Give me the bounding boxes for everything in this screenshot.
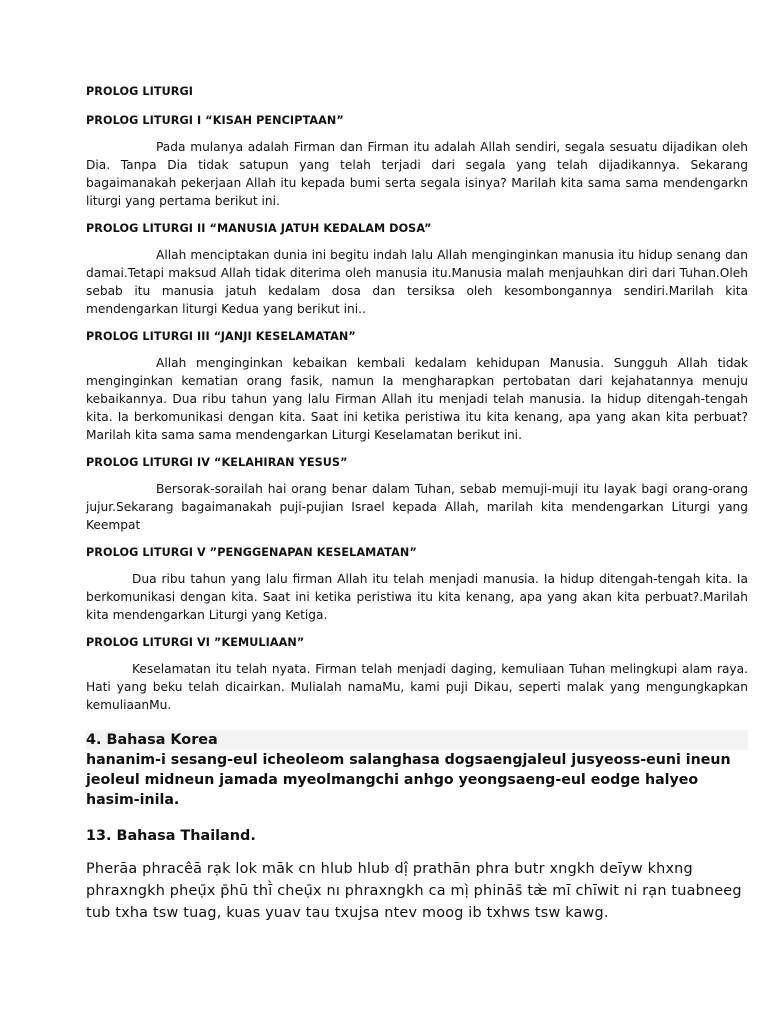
section-text-3: Allah menginginkan kebaikan kembali kedalam kehidupan Manusia. Sungguh Allah tidak menginginkan kematian orang fasik, namun Ia mengharapkan pertobatan dari kejahatannya menuju kebaikannya. Dua ribu tahun yang lalu Firman Allah itu menjadi telah manusia. Ia hidup ditengah-tengah kita. Ia berkomunikasi dengan kita. Saat ini ketika peristiwa itu kita kenang, apa yang akan kita perbuat? Marilah kita sama sama mendengarkan Liturgi Keselamatan berikut ini. [86, 356, 748, 442]
section-heading-5: PROLOG LITURGI V ”PENGGENAPAN KESELAMATAN” [86, 546, 417, 559]
document-content [86, 84, 748, 924]
thailand-text: Pherāa phracêā rạk lok māk cn hlub hlub dị̂ prathān phra butr xngkh deīyw khxng phraxngkh pheụ̄x p̄hū thī̀ cheụ̄x nı phraxngkh ca mị̀ phinās̄ tæ̀ mī chīwit ni rạn tuabneeg tub txha tsw tuag, kuas yuav tau txujsa ntev moog ib txhws tsw kawg. [86, 861, 742, 921]
section-text-2: Allah menciptakan dunia ini begitu indah lalu Allah menginginkan manusia itu hidup senang dan damai.Tetapi maksud Allah tidak diterima oleh manusia itu.Manusia malah menjauhkan diri dari Tuhan.Oleh sebab itu manusia jatuh kedalam dosa dan tersiksa oleh kesombongannya sendiri.Marilah kita mendengarkan liturgi Kedua yang berikut ini.. [86, 248, 748, 316]
document-title: PROLOG LITURGI [86, 85, 194, 98]
section-heading-3: PROLOG LITURGI III “JANJI KESELAMATAN” [86, 330, 356, 343]
section-text-1: Pada mulanya adalah Firman dan Firman itu adalah Allah sendiri, segala sesuatu dijadikan oleh Dia. Tanpa Dia tidak satupun yang telah terjadi dari segala yang telah dijadikannya. Sekarang bagaimanakah pekerjaan Allah itu kepada bumi serta segala isinya? Marilah kita sama sama mendengarkn liturgi yang pertama berikut ini. [86, 140, 748, 208]
section-heading-2: PROLOG LITURGI II “MANUSIA JATUH KEDALAM DOSA” [86, 222, 432, 235]
section-heading-4: PROLOG LITURGI IV “KELAHIRAN YESUS” [86, 456, 348, 469]
section-text-6: Keselamatan itu telah nyata. Firman telah menjadi daging, kemuliaan Tuhan melingkupi alam raya. Hati yang beku telah dicairkan. Mulialah namaMu, kami puji Dikau, seperti malak yang mengungkapkan kemuliaanMu. [86, 662, 748, 712]
korea-title: 4. Bahasa Korea [86, 732, 218, 748]
section-heading-6: PROLOG LITURGI VI ”KEMULIAAN” [86, 636, 305, 649]
thailand-title: 13. Bahasa Thailand. [86, 828, 256, 844]
korea-section [86, 730, 748, 810]
section-heading-1: PROLOG LITURGI I “KISAH PENCIPTAAN” [86, 114, 344, 127]
section-text-5: Dua ribu tahun yang lalu firman Allah itu telah menjadi manusia. Ia hidup ditengah-tengah kita. Ia berkomunikasi dengan kita. Saat ini ketika peristiwa itu kita kenang, apa yang akan kita perbuat?.Marilah kita mendengarkan Liturgi yang Ketiga. [86, 572, 748, 622]
section-text-4: Bersorak-sorailah hai orang benar dalam Tuhan, sebab memuji-muji itu layak bagi orang-orang jujur.Sekarang bagaimanakah puji-pujian Israel kepada Allah, marilah kita mendengarkan Liturgi yang Keempat [86, 482, 748, 532]
korea-text: hananim-i sesang-eul icheoleom salanghasa dogsaengjaleul jusyeoss-euni ineun jeoleul midneun jamada myeolmangchi anhgo yeongsaeng-eul eodge halyeo hasim-inila. [86, 750, 748, 810]
